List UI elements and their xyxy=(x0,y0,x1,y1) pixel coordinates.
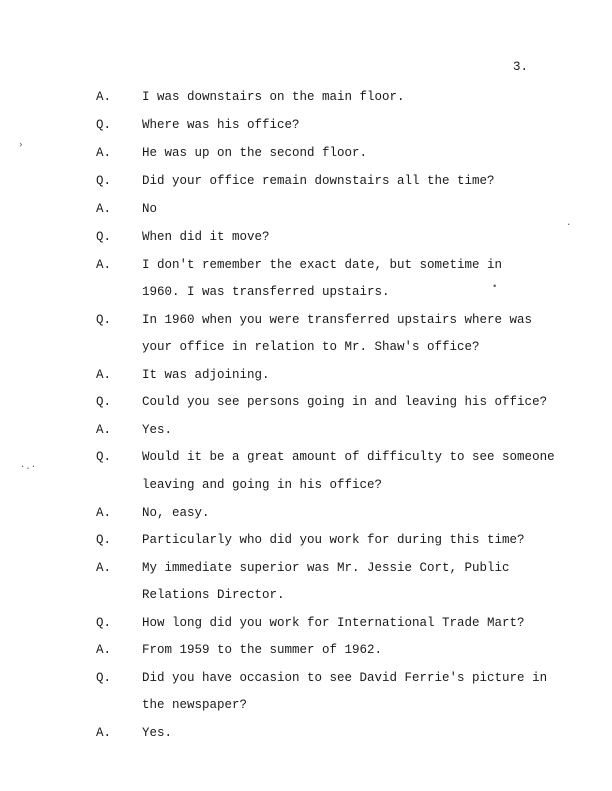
transcript-line xyxy=(0,671,612,689)
transcript-line xyxy=(0,478,612,496)
line-text: Did your office remain downstairs all the time? xyxy=(142,174,495,188)
speaker-label: A. xyxy=(96,258,112,272)
speaker-label: Q. xyxy=(96,230,112,244)
line-text: When did it move? xyxy=(142,230,270,244)
line-text: From 1959 to the summer of 1962. xyxy=(142,643,383,657)
transcript-line xyxy=(0,643,612,661)
speaker-label: A. xyxy=(96,146,112,160)
line-text: Yes. xyxy=(142,726,173,740)
scan-mark: › xyxy=(18,140,24,150)
line-text: Could you see persons going in and leaving his office? xyxy=(142,395,548,409)
speaker-label: Q. xyxy=(96,450,112,464)
speaker-label: A. xyxy=(96,506,112,520)
speaker-label: A. xyxy=(96,561,112,575)
line-text: I was downstairs on the main floor. xyxy=(142,90,405,104)
transcript-line xyxy=(0,561,612,579)
transcript-line xyxy=(0,368,612,386)
line-text: the newspaper? xyxy=(142,698,248,712)
transcript-line xyxy=(0,533,612,551)
speaker-label: A. xyxy=(96,726,112,740)
transcript-line xyxy=(0,450,612,468)
transcript-line xyxy=(0,90,612,108)
transcript-line xyxy=(0,258,612,276)
transcript-line xyxy=(0,285,612,303)
speaker-label: Q. xyxy=(96,671,112,685)
transcript-line xyxy=(0,340,612,358)
scan-mark: · xyxy=(566,220,572,230)
transcript-line xyxy=(0,202,612,220)
transcript-line xyxy=(0,423,612,441)
speaker-label: Q. xyxy=(96,616,112,630)
transcript-line xyxy=(0,313,612,331)
line-text: Particularly who did you work for during this time? xyxy=(142,533,525,547)
transcript-line xyxy=(0,616,612,634)
speaker-label: Q. xyxy=(96,118,112,132)
speaker-label: Q. xyxy=(96,395,112,409)
line-text: He was up on the second floor. xyxy=(142,146,368,160)
line-text: My immediate superior was Mr. Jessie Cort, Public xyxy=(142,561,510,575)
line-text: How long did you work for International Trade Mart? xyxy=(142,616,525,630)
transcript-line xyxy=(0,395,612,413)
transcript-line xyxy=(0,506,612,524)
speaker-label: A. xyxy=(96,368,112,382)
transcript-line xyxy=(0,230,612,248)
speaker-label: Q. xyxy=(96,313,112,327)
transcript-line xyxy=(0,588,612,606)
scan-mark: • xyxy=(492,282,498,292)
speaker-label: A. xyxy=(96,90,112,104)
scan-mark: ·.· xyxy=(20,462,37,472)
line-text: No xyxy=(142,202,158,216)
line-text: your office in relation to Mr. Shaw's office? xyxy=(142,340,480,354)
speaker-label: A. xyxy=(96,643,112,657)
line-text: No, easy. xyxy=(142,506,210,520)
line-text: Would it be a great amount of difficulty to see someone xyxy=(142,450,555,464)
transcript-line xyxy=(0,118,612,136)
speaker-label: A. xyxy=(96,423,112,437)
line-text: I don't remember the exact date, but sometime in xyxy=(142,258,503,272)
line-text: leaving and going in his office? xyxy=(142,478,383,492)
line-text: 1960. I was transferred upstairs. xyxy=(142,285,390,299)
transcript-line xyxy=(0,146,612,164)
speaker-label: Q. xyxy=(96,533,112,547)
transcript-line xyxy=(0,726,612,744)
line-text: Did you have occasion to see David Ferrie's picture in xyxy=(142,671,548,685)
line-text: Yes. xyxy=(142,423,173,437)
line-text: Where was his office? xyxy=(142,118,300,132)
transcript-line xyxy=(0,698,612,716)
line-text: In 1960 when you were transferred upstairs where was xyxy=(142,313,533,327)
line-text: It was adjoining. xyxy=(142,368,270,382)
page-number: 3. xyxy=(513,60,529,74)
speaker-label: Q. xyxy=(96,174,112,188)
line-text: Relations Director. xyxy=(142,588,285,602)
speaker-label: A. xyxy=(96,202,112,216)
transcript-line xyxy=(0,174,612,192)
